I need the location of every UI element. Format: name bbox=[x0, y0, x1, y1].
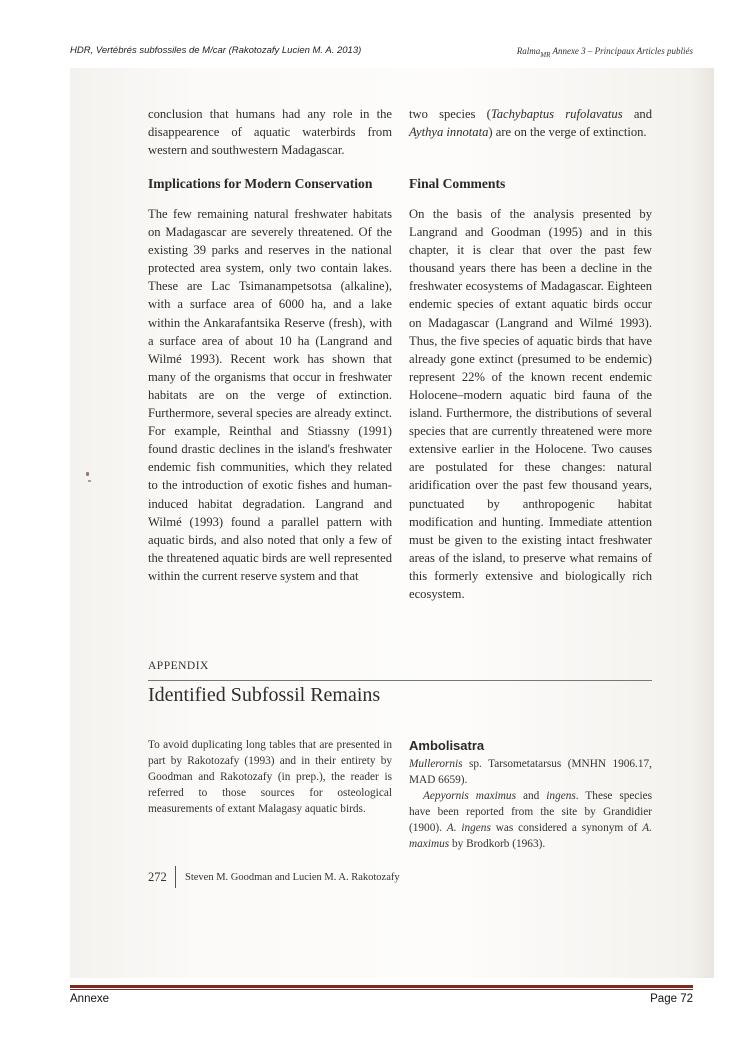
scan-speck bbox=[86, 472, 89, 476]
heading-final-comments: Final Comments bbox=[409, 176, 506, 191]
ambolisatra-body bbox=[409, 756, 652, 852]
ambolisatra-paragraph2: Aepyornis maximus and ingens. These species have been reported from the site by Grandidier (1900). A. ingens was considered a synonym of A. maximus by Brodkorb (1963). bbox=[409, 790, 652, 850]
final-comments-body bbox=[409, 205, 652, 603]
appendix-label: APPENDIX bbox=[148, 660, 209, 672]
footer-rule-thin bbox=[70, 989, 693, 990]
species-name: Tachybaptus rufolavatus bbox=[490, 107, 623, 121]
implications-body bbox=[148, 205, 392, 585]
left-continuation-text: conclusion that humans had any role in the disappearence of aquatic waterbirds from western and southwestern Madagascar. bbox=[148, 107, 392, 158]
running-header-left: HDR, Vertébrés subfossiles de M/car (Rakotozafy Lucien M. A. 2013) bbox=[70, 45, 362, 56]
ambolisatra-line1: Mullerornis sp. Tarsometatarsus (MNHN 1906.17, MAD 6659). bbox=[409, 758, 652, 786]
heading-implications: Implications for Modern Conservation bbox=[148, 176, 373, 191]
folio-divider bbox=[175, 866, 176, 888]
scan-speck bbox=[88, 480, 91, 482]
folio-authors: Steven M. Goodman and Lucien M. A. Rakotozafy bbox=[185, 872, 400, 883]
appendix-intro bbox=[148, 737, 392, 817]
header-right-sub: MR bbox=[540, 50, 551, 59]
implications-paragraph: The few remaining natural freshwater habitats on Madagascar are severely threatened. Of the existing 39 parks and reserves in the national protected area system, only two contain lakes. These are Lac Tsimanampetsotsa (alkaline), with a surface area of 6000 ha, and a lake within the Ankarafantsika Reserve (fresh), with a surface area of about 10 ha (Langrand and Wilmé 1993). Recent work has shown that many of the organisms that occur in freshwater habitats are on the verge of extinction. Furthermore, several species are already extinct. For example, Reinthal and Stiassny (1991) found drastic declines in the island's freshwater endemic fish communities, which they related to the introduction of exotic fishes and human-induced habitat degradation. Langrand and Wilmé (1993) found a parallel pattern with aquatic birds, and also noted that only a few of the threatened aquatic birds are well represented within the current reserve system and that bbox=[148, 207, 392, 583]
book-page-number: 272 bbox=[148, 870, 167, 884]
scan-edge-shadow bbox=[690, 68, 714, 978]
right-continuation-text: two species (Tachybaptus rufolavatus and Aythya innotata) are on the verge of extinction. bbox=[409, 107, 652, 140]
header-right-suffix: Annexe 3 – Principaux Articles publiés bbox=[550, 46, 693, 56]
footer-rule bbox=[70, 985, 693, 988]
right-continuation bbox=[409, 105, 652, 141]
final-comments-paragraph: On the basis of the analysis presented by Langrand and Goodman (1995) and in this chapter, it is clear that over the past few thousand years there has been a decline in the freshwater ecosystems of Madagascar. Eighteen endemic species of extant aquatic birds occur on Madagascar (Langrand and Wilmé 1993). Thus, the five species of aquatic birds that have already gone extinct (presumed to be endemic) represent 22% of the known recent endemic Holocene–modern aquatic bird fauna of the island. Furthermore, the distributions of several species that are currently threatened were more extensive earlier in the Holocene. Two causes are postulated for these changes: natural aridification over the past few thousand years, punctuated by anthropogenic habitat modification and hunting. Immediate attention must be given to the existing intact freshwater areas of the island, to preserve what remains of this formerly extensive and biologically rich ecosystem. bbox=[409, 207, 652, 601]
footer-left: Annexe bbox=[70, 993, 110, 1005]
appendix-rule bbox=[148, 680, 652, 681]
footer-page-number: Page 72 bbox=[650, 993, 693, 1005]
running-header-right bbox=[517, 46, 693, 59]
header-right-prefix: Ralma bbox=[516, 46, 541, 56]
appendix-intro-text: To avoid duplicating long tables that are presented in part by Rakotozafy (1993) and in their entirety by Goodman and Rakotozafy (in prep.), the reader is referred to those sources for osteological measurements of extant Malagasy aquatic birds. bbox=[148, 739, 392, 815]
heading-ambolisatra: Ambolisatra bbox=[409, 738, 485, 753]
genus-name: Mullerornis bbox=[409, 758, 463, 770]
left-continuation bbox=[148, 105, 392, 159]
appendix-title: Identified Subfossil Remains bbox=[148, 684, 381, 706]
species-name: Aythya innotata bbox=[409, 125, 489, 140]
